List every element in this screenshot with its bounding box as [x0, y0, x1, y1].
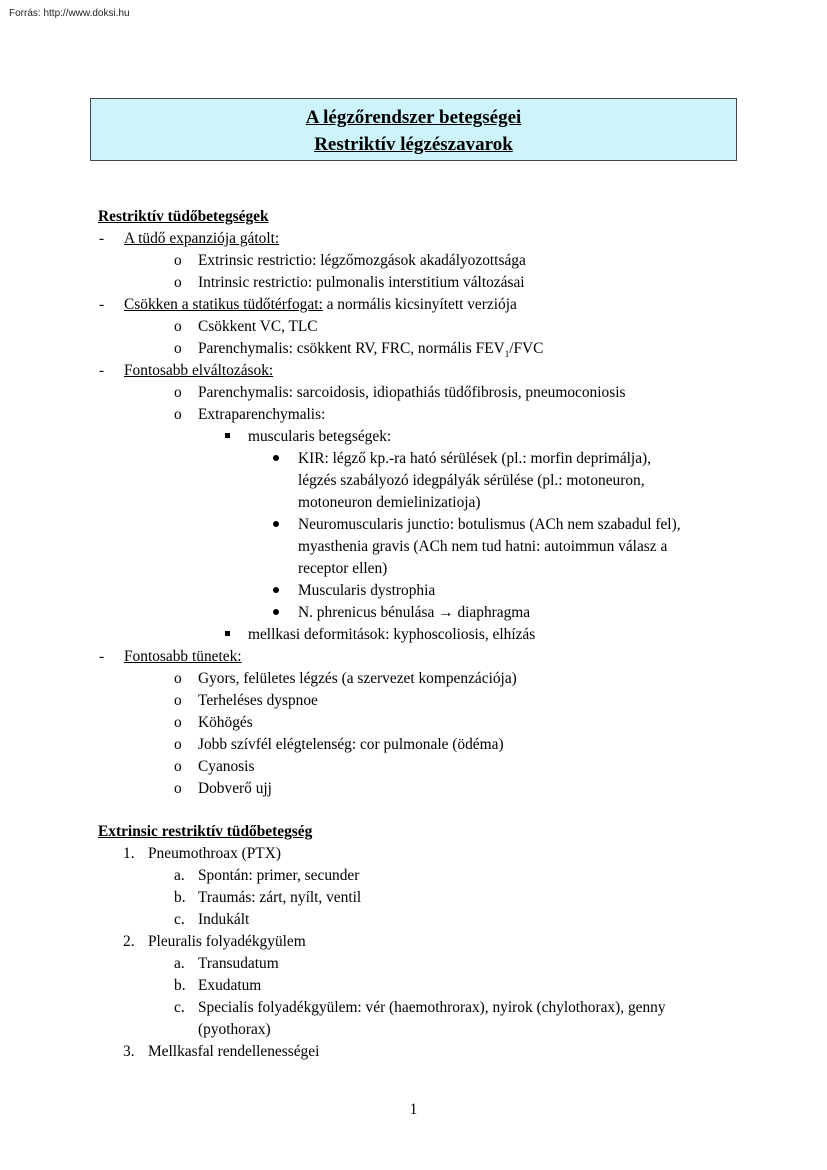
symptom-item: Jobb szívfél elégtelenség: cor pulmonale (ödéma) — [198, 736, 504, 753]
letter-marker: a. — [174, 955, 185, 972]
square-bullet — [225, 631, 230, 636]
lettered-item: Traumás: zárt, nyílt, ventil — [198, 889, 362, 906]
list-item-expansion: A tüdő expanziója gátolt: — [124, 230, 280, 247]
document-subtitle: Restriktív légzészavarok — [314, 134, 513, 155]
letter-marker: a. — [174, 867, 185, 884]
symptom-item: Gyors, felületes légzés (a szervezet kompenzációja) — [198, 670, 517, 687]
lettered-item: Indukált — [198, 911, 250, 928]
circle-marker: o — [174, 714, 182, 731]
numbered-item-ptx: Pneumothroax (PTX) — [148, 845, 281, 862]
letter-marker: c. — [174, 911, 185, 928]
circle-marker: o — [174, 758, 182, 775]
symptom-item: Cyanosis — [198, 758, 255, 775]
list-item-parenchymal: Parenchymalis: sarcoidosis, idiopathiás tüdőfibrosis, pneumoconiosis — [198, 384, 626, 401]
lettered-item: Transudatum — [198, 955, 279, 972]
title-box — [90, 98, 737, 161]
circle-marker: o — [174, 406, 182, 423]
lettered-item: Specialis folyadékgyülem: vér (haemothrorax), nyirok (chylothorax), genny — [198, 999, 666, 1016]
list-item-dystrophia: Muscularis dystrophia — [298, 582, 436, 599]
dash-marker: - — [99, 648, 105, 665]
symptom-item: Köhögés — [198, 714, 253, 731]
circle-marker: o — [174, 384, 182, 401]
list-item-vc-tlc: Csökkent VC, TLC — [198, 318, 318, 335]
lettered-item: Exudatum — [198, 977, 262, 994]
list-item-nmj-cont: receptor ellen) — [298, 560, 388, 577]
round-bullet — [273, 455, 279, 461]
section-heading-extrinsic: Extrinsic restriktív tüdőbetegség — [98, 823, 313, 840]
numbered-item-chest-wall: Mellkasfal rendellenességei — [148, 1043, 320, 1060]
source-url: Forrás: http://www.doksi.hu — [9, 8, 130, 19]
circle-marker: o — [174, 274, 182, 291]
list-item-nmj-cont: myasthenia gravis (ACh nem tud hatni: autoimmun válasz a — [298, 538, 668, 555]
circle-marker: o — [174, 252, 182, 269]
list-item-kir-cont: légzés szabályozó idegpályák sérülése (pl.: motoneuron, — [298, 472, 645, 489]
dash-marker: - — [99, 362, 105, 379]
circle-marker: o — [174, 780, 182, 797]
circle-marker: o — [174, 340, 182, 357]
square-bullet — [225, 433, 230, 438]
list-item-parenchymal-volume: Parenchymalis: csökkent RV, FRC, normális $FEV_1$/FVC — [198, 340, 544, 360]
list-item-symptoms: Fontosabb tünetek: — [124, 648, 242, 665]
dash-marker: - — [99, 296, 105, 313]
round-bullet — [273, 609, 279, 615]
dash-marker: - — [99, 230, 105, 247]
document-title: A légzőrendszer betegségei — [305, 107, 522, 128]
arrow-right-icon: → — [438, 604, 454, 621]
symptom-item: Terheléses dyspnoe — [198, 692, 318, 709]
list-item-volume: Csökken a statikus tüdőtérfogat: a normális kicsinyített verziója — [124, 296, 517, 313]
number-marker: 1. — [123, 845, 135, 862]
list-item-nmj: Neuromuscularis junctio: botulismus (ACh nem szabadul fel), — [298, 516, 681, 533]
numbered-item-pleural: Pleuralis folyadékgyülem — [148, 933, 306, 950]
circle-marker: o — [174, 736, 182, 753]
list-item-extrinsic: Extrinsic restrictio: légzőmozgások akadályozottsága — [198, 252, 526, 269]
round-bullet — [273, 521, 279, 527]
lettered-item-cont: (pyothorax) — [198, 1021, 271, 1038]
list-item-kir: KIR: légző kp.-ra ható sérülések (pl.: morfin deprimálja), — [298, 450, 652, 467]
list-item-muscular: muscularis betegségek: — [248, 428, 392, 445]
circle-marker: o — [174, 692, 182, 709]
number-marker: 3. — [123, 1043, 135, 1060]
list-item-phrenicus: N. phrenicus bénulása → diaphragma — [298, 604, 531, 621]
letter-marker: b. — [174, 889, 186, 906]
page-number: 1 — [409, 1101, 418, 1118]
list-item-extraparenchymal: Extraparenchymalis: — [198, 406, 326, 423]
letter-marker: b. — [174, 977, 186, 994]
list-item-chest: mellkasi deformitások: kyphoscoliosis, elhízás — [248, 626, 536, 643]
number-marker: 2. — [123, 933, 135, 950]
circle-marker: o — [174, 318, 182, 335]
list-item-intrinsic: Intrinsic restrictio: pulmonalis interstitium változásai — [198, 274, 525, 291]
symptom-item: Dobverő ujj — [198, 780, 272, 797]
circle-marker: o — [174, 670, 182, 687]
lettered-item: Spontán: primer, secunder — [198, 867, 360, 884]
round-bullet — [273, 587, 279, 593]
letter-marker: c. — [174, 999, 185, 1016]
section-heading-restrictive: Restriktív tüdőbetegségek — [98, 208, 269, 225]
list-item-kir-cont: motoneuron demielinizatioja) — [298, 494, 481, 511]
list-item-changes: Fontosabb elváltozások: — [124, 362, 274, 379]
